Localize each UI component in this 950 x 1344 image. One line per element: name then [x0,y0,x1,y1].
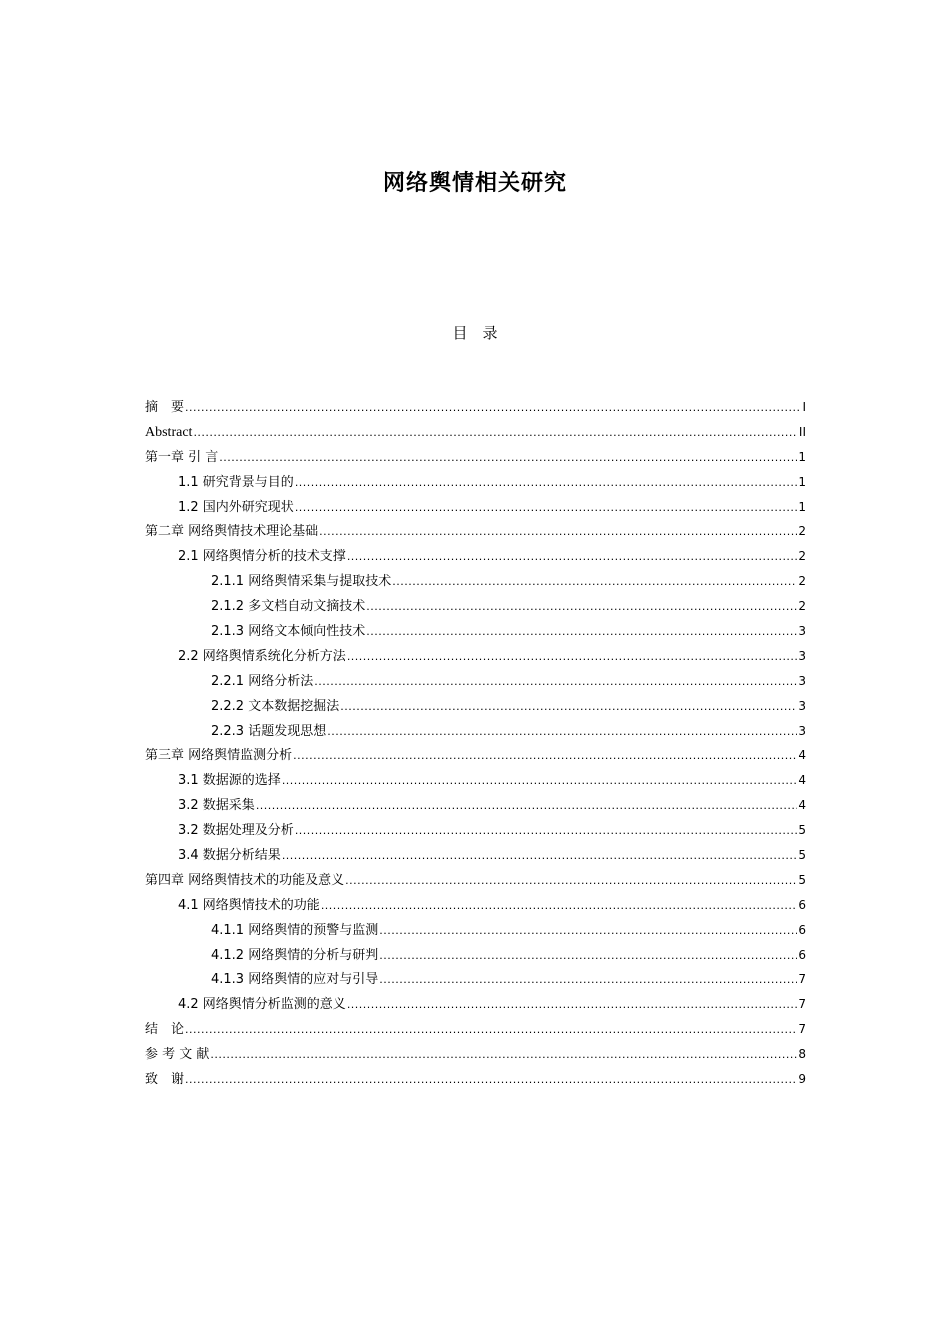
toc-entry-label: 4.1.1 网络舆情的预警与监测 [211,922,379,938]
toc-entry-label: 参 考 文 献 [145,1047,210,1063]
toc-entry-label: 第四章 网络舆情技术的功能及意义 [145,872,345,888]
toc-entry-label: 1.2 国内外研究现状 [178,499,294,515]
toc-entry-label: 2.1.1 网络舆情采集与提取技术 [211,574,392,590]
toc-dot-leader [295,819,798,844]
toc-entry-label: 3.2 数据采集 [178,798,255,814]
toc-entry[interactable] [145,1067,806,1092]
toc-dot-leader [282,844,798,869]
toc-entry-label: 3.1 数据源的选择 [178,773,281,789]
toc-entry-page-number: 7 [798,997,806,1012]
toc-entry-label: 1.1 研究背景与目的 [178,474,294,490]
toc-entry-page-number: 7 [798,1022,806,1037]
toc-entry[interactable] [145,594,806,619]
toc-entry[interactable] [145,1042,806,1067]
toc-entry[interactable] [145,395,806,420]
toc-dot-leader [327,720,797,745]
toc-heading: 目 录 [452,324,498,342]
toc-entry-label: 结 论 [145,1022,185,1038]
toc-entry-page-number: 5 [798,872,806,887]
toc-entry-page-number: 2 [798,574,806,589]
toc-entry-page-number: II [798,424,806,439]
toc-dot-leader [219,446,797,471]
toc-entry-page-number: 5 [798,848,806,863]
toc-dot-leader [319,520,797,545]
toc-entry[interactable] [145,544,806,569]
toc-entry[interactable] [145,445,806,470]
toc-dot-leader [366,595,797,620]
toc-entry-label: 2.2 网络舆情系统化分析方法 [178,648,346,664]
toc-entry[interactable] [145,569,806,594]
toc-entry[interactable] [145,943,806,968]
toc-entry-page-number: 9 [798,1072,806,1087]
toc-entry[interactable] [145,743,806,768]
toc-entry-label: 3.2 数据处理及分析 [178,823,294,839]
toc-entry-label: 第二章 网络舆情技术理论基础 [145,524,319,540]
toc-entry[interactable] [145,967,806,992]
toc-dot-leader [347,993,798,1018]
toc-entry-label: 2.1 网络舆情分析的技术支撑 [178,549,346,565]
toc-dot-leader [256,794,798,819]
toc-dot-leader [392,570,797,595]
toc-entry-page-number: 2 [798,549,806,564]
toc-dot-leader [185,1018,797,1043]
toc-entry-label: 致 谢 [145,1072,185,1088]
toc-entry-page-number: 7 [798,972,806,987]
toc-dot-leader [314,670,797,695]
toc-entry[interactable] [145,519,806,544]
toc-entry[interactable] [145,843,806,868]
toc-dot-leader [340,695,797,720]
toc-entry-page-number: 4 [798,773,806,788]
toc-entry-label: Abstract [145,424,193,440]
toc-dot-leader [210,1043,797,1068]
toc-entry-label: 3.4 数据分析结果 [178,848,281,864]
toc-dot-leader [347,545,798,570]
toc-entry-label: 2.1.2 多文档自动文摘技术 [211,599,366,615]
toc-entry-page-number: 1 [798,474,806,489]
toc-entry-page-number: I [802,400,806,414]
toc-entry-label: 2.1.3 网络文本倾向性技术 [211,624,366,640]
toc-entry-page-number: 8 [798,1047,806,1062]
toc-dot-leader [347,645,798,670]
table-of-contents [145,395,806,1092]
toc-entry-label: 4.1 网络舆情技术的功能 [178,897,320,913]
toc-entry[interactable] [145,893,806,918]
toc-dot-leader [185,396,801,421]
toc-dot-leader [293,744,797,769]
toc-entry[interactable] [145,694,806,719]
toc-entry-page-number: 4 [798,798,806,813]
toc-entry[interactable] [145,868,806,893]
toc-entry-page-number: 3 [798,624,806,639]
toc-entry-page-number: 5 [798,823,806,838]
toc-entry-page-number: 3 [798,723,806,738]
toc-entry[interactable] [145,470,806,495]
toc-dot-leader [295,496,798,521]
document-title: 网络舆情相关研究 [382,171,567,196]
toc-entry-label: 摘 要 [145,400,185,415]
toc-dot-leader [345,869,797,894]
toc-dot-leader [379,919,797,944]
toc-entry-page-number: 3 [798,698,806,713]
toc-entry-page-number: 6 [798,922,806,937]
toc-entry-label: 第一章 引 言 [145,449,219,465]
toc-dot-leader [295,471,798,496]
toc-entry[interactable] [145,420,806,445]
toc-entry-label: 4.2 网络舆情分析监测的意义 [178,997,346,1013]
toc-entry-page-number: 4 [798,748,806,763]
toc-entry-page-number: 3 [798,673,806,688]
toc-entry-label: 第三章 网络舆情监测分析 [145,748,293,764]
toc-entry[interactable] [145,818,806,843]
toc-entry-label: 4.1.2 网络舆情的分析与研判 [211,947,379,963]
toc-entry-label: 2.2.2 文本数据挖掘法 [211,698,340,714]
toc-entry[interactable] [145,644,806,669]
toc-entry[interactable] [145,619,806,644]
toc-entry-page-number: 1 [798,449,806,464]
toc-dot-leader [282,769,798,794]
toc-entry[interactable] [145,992,806,1017]
toc-dot-leader [379,968,797,993]
toc-dot-leader [379,944,797,969]
toc-entry-page-number: 6 [798,897,806,912]
toc-entry[interactable] [145,669,806,694]
toc-entry-page-number: 2 [798,524,806,539]
toc-entry[interactable] [145,495,806,520]
toc-entry[interactable] [145,793,806,818]
toc-entry-page-number: 6 [798,947,806,962]
toc-entry-page-number: 1 [798,499,806,514]
toc-entry-page-number: 3 [798,648,806,663]
toc-entry-label: 2.2.3 话题发现思想 [211,723,327,739]
toc-entry[interactable] [145,768,806,793]
toc-dot-leader [366,620,797,645]
toc-dot-leader [185,1068,797,1093]
toc-dot-leader [321,894,798,919]
toc-entry[interactable] [145,1017,806,1042]
toc-entry[interactable] [145,918,806,943]
toc-dot-leader [193,421,797,446]
toc-entry-label: 2.2.1 网络分析法 [211,673,314,689]
toc-entry-page-number: 2 [798,599,806,614]
toc-entry[interactable] [145,719,806,744]
toc-entry-label: 4.1.3 网络舆情的应对与引导 [211,972,379,988]
